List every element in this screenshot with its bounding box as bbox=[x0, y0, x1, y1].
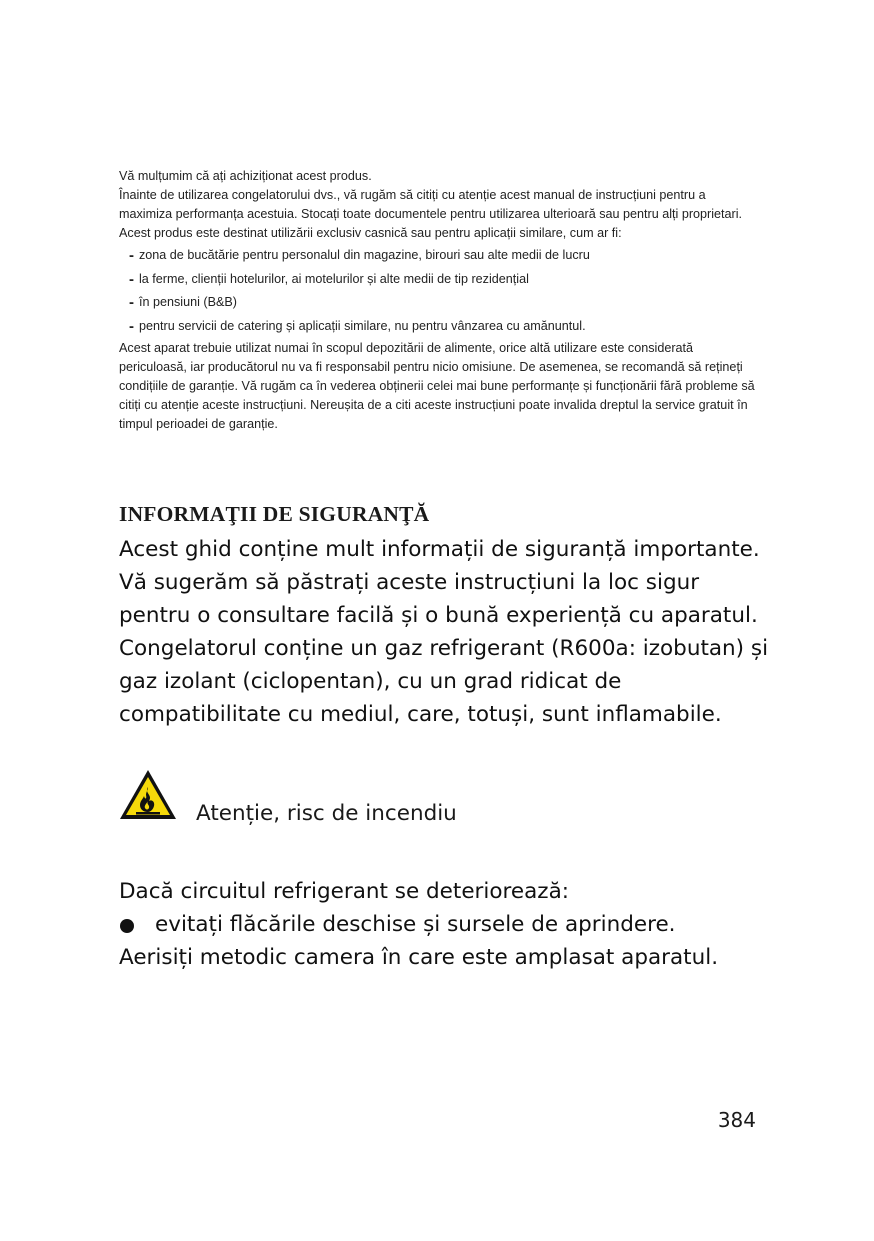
flammable-warning-icon bbox=[118, 768, 178, 822]
circuit-section bbox=[119, 875, 769, 974]
thank-you-line: Vă mulțumim că ați achiziționat acest produs. bbox=[119, 169, 372, 183]
fire-warning-text: Atenție, risc de incendiu bbox=[196, 801, 457, 826]
dash-bullet: - bbox=[129, 317, 134, 335]
bullet-dot-icon bbox=[120, 919, 134, 933]
page-number: 384 bbox=[717, 1108, 756, 1132]
list-item: - pentru servicii de catering și aplicații similare, nu pentru vânzarea cu amănuntul. bbox=[119, 315, 759, 339]
ventilation-instruction: Aerisiți metodic camera în care este amplasat aparatul. bbox=[119, 945, 719, 970]
usage-list bbox=[119, 244, 759, 338]
list-item: evitați flăcările deschise și sursele de aprindere. bbox=[119, 908, 769, 941]
safety-paragraph-guide: Acest ghid conține mult informații de siguranță importante. Vă sugerăm să păstrați aceste instrucțiuni la loc sigur pentru o consultare facilă și o bună experiență cu aparatul. bbox=[119, 537, 760, 628]
dash-bullet: - bbox=[129, 270, 134, 288]
list-item: - în pensiuni (B&B) bbox=[119, 291, 759, 315]
dash-bullet: - bbox=[129, 247, 134, 264]
list-item: - la ferme, clienții hotelurilor, ai motelurilor și alte medii de tip rezidențial bbox=[119, 268, 759, 292]
closing-paragraph: Acest aparat trebuie utilizat numai în scopul depozitării de alimente, orice altă utilizare este considerată periculoasă, iar producătorul nu va fi responsabil pentru nicio omisiune. De asemenea, se recomandă să rețineți condițiile de garanție. Vă rugăm ca în vederea obținerii celei mai bune performanțe și funcționării fără probleme să citiți cu atenție aceste instrucțiuni. Nereușita de a citi aceste instrucțiuni poate invalida dreptul la service gratuit în timpul perioadei de garanție. bbox=[119, 341, 755, 432]
list-item: - zona de bucătărie pentru personalul din magazine, birouri sau alte medii de lucru bbox=[119, 244, 759, 268]
dash-bullet: - bbox=[129, 294, 134, 312]
safety-paragraph-gas: Congelatorul conține un gaz refrigerant (R600a: izobutan) și gaz izolant (ciclopentan), cu un grad ridicat de compatibilitate cu mediul, care, totuși, sunt inflamabile. bbox=[119, 636, 769, 727]
intro-paragraph: Înainte de utilizarea congelatorului dvs., vă rugăm să citiți cu atenție acest manual de instrucțiuni pentru a maximiza performanța acestuia. Stocați toate documentele pentru utilizarea ulterioară sau pentru alți proprietari. Acest produs este destinat utilizării exclusiv casnică sau pentru aplicații similare, cum ar fi: bbox=[119, 188, 743, 240]
safety-heading: INFORMAŢII DE SIGURANŢĂ bbox=[119, 502, 430, 526]
circuit-intro: Dacă circuitul refrigerant se deteriorează: bbox=[119, 879, 569, 904]
intro-section bbox=[119, 167, 759, 434]
safety-section bbox=[119, 533, 769, 731]
